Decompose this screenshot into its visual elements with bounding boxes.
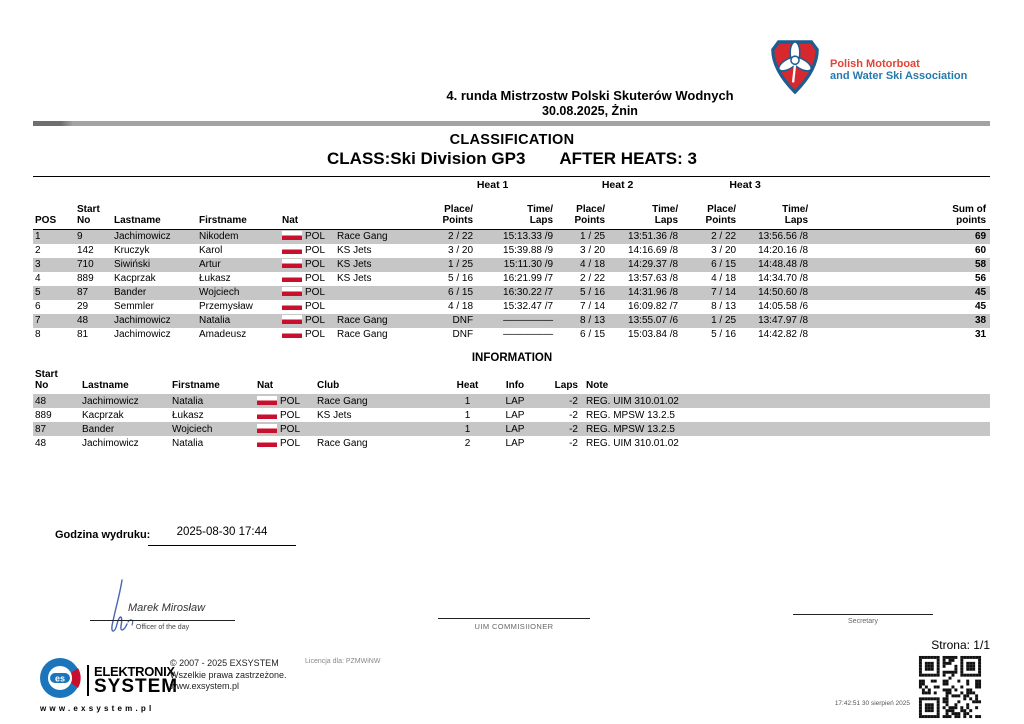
lastname-cell: Bander bbox=[114, 287, 147, 298]
information-header-row bbox=[33, 368, 990, 394]
heat3-time-header: Time/ Laps bbox=[738, 193, 810, 230]
heat1-place-cell: 3 / 20 bbox=[448, 245, 474, 256]
result-row bbox=[33, 244, 990, 258]
info-lastname-cell: Jachimowicz bbox=[82, 395, 139, 407]
heat2-time-cell: 13:57.63 /8 bbox=[628, 273, 679, 284]
sum-cell: 45 bbox=[974, 287, 987, 298]
nat-header: Nat bbox=[280, 193, 335, 230]
result-row bbox=[33, 230, 990, 244]
heat1-place-header: Place/ Points bbox=[430, 193, 475, 230]
firstname-cell: Wojciech bbox=[199, 287, 240, 298]
nat-cell: POL bbox=[280, 286, 335, 300]
heat2-place-cell: 5 / 16 bbox=[580, 287, 606, 298]
copyright-line3: www.exsystem.pl bbox=[170, 681, 240, 692]
qr-code bbox=[914, 653, 986, 724]
info-laps-cell: -2 bbox=[569, 437, 578, 449]
info-nat-cell: POL bbox=[255, 436, 315, 450]
heat2-place-header: Place/ Points bbox=[555, 193, 607, 230]
heat1-time-cell: 15:11.30 /9 bbox=[503, 259, 554, 270]
exsystem-logo-icon bbox=[38, 656, 82, 705]
heat3-place-cell: 3 / 20 bbox=[711, 245, 737, 256]
heat2-group-header: Heat 2 bbox=[555, 177, 680, 194]
info-start-no-header: Start No bbox=[35, 368, 58, 391]
pos-cell: 5 bbox=[35, 287, 41, 298]
print-time-value: 2025-08-30 17:44 bbox=[176, 526, 268, 538]
heat1-time-cell: 16:21.99 /7 bbox=[503, 273, 554, 284]
firstname-cell: Natalia bbox=[199, 315, 231, 326]
result-row bbox=[33, 314, 990, 328]
officer-role-label: Officer of the day bbox=[135, 624, 190, 631]
result-row bbox=[33, 272, 990, 286]
pos-cell: 7 bbox=[35, 315, 41, 326]
pos-cell: 2 bbox=[35, 245, 41, 256]
information-title: INFORMATION bbox=[471, 352, 553, 364]
heat3-time-cell: 13:47.97 /8 bbox=[758, 315, 809, 326]
print-timestamp: 17:42:51 30 sierpień 2025 bbox=[834, 700, 910, 707]
association-shield-icon bbox=[768, 40, 822, 99]
exsystem-word-line1: ELEKTRONIX bbox=[94, 663, 175, 679]
info-nat-cell: POL bbox=[255, 422, 315, 436]
firstname-cell: Nikodem bbox=[199, 231, 239, 243]
start-no-cell: 48 bbox=[77, 315, 89, 326]
officer-name: Marek Mirosław bbox=[128, 602, 206, 614]
heat2-time-cell: 15:03.84 /8 bbox=[628, 329, 679, 340]
info-firstname-cell: Natalia bbox=[172, 395, 204, 407]
copyright-block bbox=[170, 658, 287, 693]
info-laps-header: Laps bbox=[554, 379, 578, 391]
information-table-body bbox=[33, 394, 990, 450]
poland-flag-icon bbox=[282, 273, 302, 282]
results-table bbox=[33, 176, 990, 342]
heat2-time-cell: 14:31.96 /8 bbox=[628, 287, 679, 298]
heat2-time-header: Time/ Laps bbox=[607, 193, 680, 230]
heat1-place-cell: 1 / 25 bbox=[448, 259, 474, 270]
sum-cell: 31 bbox=[974, 329, 987, 340]
club-header bbox=[335, 193, 430, 230]
heat3-place-header: Place/ Points bbox=[680, 193, 738, 230]
heat1-place-cell: 5 / 16 bbox=[448, 273, 474, 284]
header-divider bbox=[33, 121, 990, 126]
heat3-group-header: Heat 3 bbox=[680, 177, 810, 194]
heat2-place-cell: 2 / 22 bbox=[580, 273, 606, 284]
pos-cell: 4 bbox=[35, 273, 41, 284]
poland-flag-icon bbox=[257, 438, 277, 447]
copyright-line1: © 2007 - 2025 EXSYSTEM bbox=[170, 658, 279, 668]
sum-header: Sum of points bbox=[810, 193, 990, 230]
club-cell: Race Gang bbox=[337, 315, 388, 326]
heat3-time-cell: 14:20.16 /8 bbox=[758, 245, 809, 256]
exsystem-word-line2: SYSTEM bbox=[94, 675, 179, 697]
sum-cell: 56 bbox=[974, 273, 987, 284]
heat1-time-cell: 16:30.22 /7 bbox=[503, 287, 554, 298]
classification-title: CLASSIFICATION bbox=[449, 132, 575, 148]
start-no-cell: 87 bbox=[77, 287, 89, 298]
info-note-cell: REG. UIM 310.01.02 bbox=[586, 395, 679, 407]
pos-header: POS bbox=[33, 193, 75, 230]
info-firstname-cell: Wojciech bbox=[172, 423, 213, 435]
firstname-cell: Łukasz bbox=[199, 273, 231, 284]
heat1-time-cell: 15:13.33 /9 bbox=[503, 231, 554, 243]
firstname-cell: Karol bbox=[199, 245, 223, 256]
secretary-signature-line bbox=[793, 614, 933, 615]
info-info-cell: LAP bbox=[505, 423, 525, 435]
heat3-place-cell: 5 / 16 bbox=[711, 329, 737, 340]
after-heats: AFTER HEATS: 3 bbox=[559, 149, 697, 168]
info-firstname-header: Firstname bbox=[172, 379, 220, 391]
heat1-group-header: Heat 1 bbox=[430, 177, 555, 194]
info-note-header: Note bbox=[586, 379, 609, 391]
heat3-place-cell: 7 / 14 bbox=[711, 287, 737, 298]
result-row bbox=[33, 286, 990, 300]
info-laps-cell: -2 bbox=[569, 409, 578, 421]
poland-flag-icon bbox=[282, 287, 302, 296]
poland-flag-icon bbox=[257, 410, 277, 419]
association-name-line2: and Water Ski Association bbox=[830, 69, 968, 82]
info-info-header: Info bbox=[505, 379, 525, 391]
heat2-place-cell: 8 / 13 bbox=[580, 315, 606, 326]
lastname-cell: Jachimowicz bbox=[114, 231, 171, 243]
info-lastname-header: Lastname bbox=[82, 379, 129, 391]
class-heading bbox=[0, 149, 1024, 169]
firstname-cell: Przemysław bbox=[199, 301, 253, 312]
sum-cell: 45 bbox=[974, 301, 987, 312]
exsystem-website: www.exsystem.pl bbox=[40, 704, 155, 713]
heat3-place-cell: 2 / 22 bbox=[711, 231, 737, 243]
information-row bbox=[33, 394, 990, 408]
lastname-cell: Siwiński bbox=[114, 259, 151, 270]
info-note-cell: REG. UIM 310.01.02 bbox=[586, 437, 679, 449]
info-start-no-cell: 889 bbox=[35, 409, 52, 421]
info-lastname-cell: Jachimowicz bbox=[82, 437, 139, 449]
copyright-line2: Wszelkie prawa zastrzeżone. bbox=[170, 669, 287, 680]
info-club-cell bbox=[315, 422, 445, 436]
nat-cell: POL bbox=[280, 328, 335, 342]
heat2-place-cell: 3 / 20 bbox=[580, 245, 606, 256]
club-cell bbox=[335, 286, 430, 300]
start-no-cell: 142 bbox=[77, 245, 94, 256]
pos-cell: 6 bbox=[35, 301, 41, 312]
firstname-cell: Amadeusz bbox=[199, 329, 247, 340]
secretary-label: Secretary bbox=[848, 618, 878, 625]
heat1-place-cell: 4 / 18 bbox=[448, 301, 474, 312]
event-date-location: 30.08.2025, Żnin bbox=[542, 104, 638, 118]
pos-cell: 1 bbox=[35, 231, 41, 243]
results-table-body bbox=[33, 230, 990, 342]
information-row bbox=[33, 408, 990, 422]
heat2-place-cell: 4 / 18 bbox=[580, 259, 606, 270]
exsystem-logo bbox=[38, 656, 178, 705]
poland-flag-icon bbox=[257, 424, 277, 433]
firstname-header: Firstname bbox=[197, 193, 280, 230]
heat1-time-cell: 15:39.88 /9 bbox=[503, 245, 554, 256]
info-lastname-cell: Kacprzak bbox=[82, 409, 124, 421]
start-no-cell: 29 bbox=[77, 301, 89, 312]
info-heat-header: Heat bbox=[456, 379, 479, 391]
poland-flag-icon bbox=[282, 231, 302, 240]
poland-flag-icon bbox=[257, 396, 277, 405]
club-cell: Race Gang bbox=[337, 329, 388, 340]
pos-cell: 8 bbox=[35, 329, 41, 340]
firstname-cell: Artur bbox=[199, 259, 221, 270]
info-club-cell: Race Gang bbox=[317, 437, 368, 449]
heat2-time-cell: 13:51.36 /8 bbox=[628, 231, 679, 243]
poland-flag-icon bbox=[282, 245, 302, 254]
nat-cell: POL bbox=[280, 258, 335, 272]
officer-signature-line bbox=[90, 620, 235, 621]
info-info-cell: LAP bbox=[505, 437, 525, 449]
start-no-header: Start No bbox=[75, 193, 112, 230]
heat3-time-cell: 13:56.56 /8 bbox=[758, 231, 809, 243]
lastname-cell: Semmler bbox=[114, 301, 155, 312]
page-number: Strona: 1/1 bbox=[931, 638, 990, 652]
sum-cell: 60 bbox=[974, 245, 987, 256]
info-club-cell: KS Jets bbox=[317, 409, 352, 421]
result-row bbox=[33, 300, 990, 314]
info-note-cell: REG. MPSW 13.2.5 bbox=[586, 409, 675, 421]
lastname-header: Lastname bbox=[112, 193, 197, 230]
nat-cell: POL bbox=[280, 244, 335, 258]
heat3-place-cell: 8 / 13 bbox=[711, 301, 737, 312]
sum-cell: 58 bbox=[974, 259, 987, 270]
heat3-time-cell: 14:05.58 /6 bbox=[758, 301, 809, 312]
information-row bbox=[33, 436, 990, 450]
result-row bbox=[33, 328, 990, 342]
start-no-cell: 710 bbox=[77, 259, 94, 270]
svg-text:es: es bbox=[54, 673, 66, 684]
info-nat-cell: POL bbox=[255, 394, 315, 408]
uim-commissioner-label: UIM COMMISIIONER bbox=[474, 622, 554, 631]
club-cell: KS Jets bbox=[337, 259, 372, 270]
info-firstname-cell: Łukasz bbox=[172, 409, 204, 421]
info-info-cell: LAP bbox=[505, 395, 525, 407]
association-name bbox=[830, 58, 967, 82]
info-heat-cell: 1 bbox=[464, 395, 471, 407]
heat2-time-cell: 13:55.07 /6 bbox=[628, 315, 679, 326]
info-laps-cell: -2 bbox=[569, 423, 578, 435]
info-lastname-cell: Bander bbox=[82, 423, 115, 435]
association-logo bbox=[768, 40, 967, 99]
info-club-header: Club bbox=[317, 379, 340, 391]
info-heat-cell: 2 bbox=[464, 437, 471, 449]
heat1-time-header: Time/ Laps bbox=[475, 193, 555, 230]
info-heat-cell: 1 bbox=[464, 409, 471, 421]
club-cell: KS Jets bbox=[337, 245, 372, 256]
info-note-cell: REG. MPSW 13.2.5 bbox=[586, 423, 675, 435]
info-firstname-cell: Natalia bbox=[172, 437, 204, 449]
heat2-time-cell: 14:16.69 /8 bbox=[628, 245, 679, 256]
info-nat-header: Nat bbox=[257, 379, 274, 391]
association-name-line1: Polish Motorboat bbox=[830, 57, 920, 70]
license-label: Licencja dla: PZMWiNW bbox=[305, 658, 381, 665]
club-cell: KS Jets bbox=[337, 273, 372, 284]
poland-flag-icon bbox=[282, 315, 302, 324]
nat-cell: POL bbox=[280, 314, 335, 328]
heat2-place-cell: 7 / 14 bbox=[580, 301, 606, 312]
heat3-time-cell: 14:50.60 /8 bbox=[758, 287, 809, 298]
heat3-time-cell: 14:34.70 /8 bbox=[758, 273, 809, 284]
heat1-place-cell: DNF bbox=[452, 315, 474, 326]
heat2-place-cell: 6 / 15 bbox=[580, 329, 606, 340]
info-nat-cell: POL bbox=[255, 408, 315, 422]
information-table bbox=[33, 368, 990, 450]
start-no-cell: 9 bbox=[77, 231, 83, 243]
results-column-header-row bbox=[33, 193, 990, 230]
info-start-no-cell: 48 bbox=[35, 437, 47, 449]
poland-flag-icon bbox=[282, 301, 302, 310]
heat1-place-cell: 6 / 15 bbox=[448, 287, 474, 298]
exsystem-wordmark bbox=[87, 665, 178, 696]
heat3-place-cell: 6 / 15 bbox=[711, 259, 737, 270]
poland-flag-icon bbox=[282, 259, 302, 268]
heat-group-header-row bbox=[33, 177, 990, 194]
start-no-cell: 81 bbox=[77, 329, 89, 340]
heat1-place-cell: 2 / 22 bbox=[448, 231, 474, 243]
info-heat-cell: 1 bbox=[464, 423, 471, 435]
heat1-place-cell: DNF bbox=[452, 329, 474, 340]
heat1-time-cell: ————— bbox=[503, 329, 554, 340]
heat3-place-cell: 4 / 18 bbox=[711, 273, 737, 284]
heat2-time-cell: 14:29.37 /8 bbox=[628, 259, 679, 270]
print-time-underline bbox=[148, 545, 296, 546]
heat3-time-cell: 14:48.48 /8 bbox=[758, 259, 809, 270]
info-start-no-cell: 87 bbox=[35, 423, 47, 435]
nat-cell: POL bbox=[280, 300, 335, 314]
print-time-label: Godzina wydruku: bbox=[55, 529, 151, 541]
nat-cell: POL bbox=[280, 272, 335, 286]
event-title: 4. runda Mistrzostw Polski Skuterów Wodnych bbox=[446, 88, 734, 103]
nat-cell: POL bbox=[280, 230, 335, 244]
sum-cell: 38 bbox=[974, 315, 987, 326]
heat3-place-cell: 1 / 25 bbox=[711, 315, 737, 326]
club-cell bbox=[335, 300, 430, 314]
lastname-cell: Jachimowicz bbox=[114, 315, 171, 326]
heat2-place-cell: 1 / 25 bbox=[580, 231, 606, 243]
club-cell: Race Gang bbox=[337, 231, 388, 243]
heat1-time-cell: ————— bbox=[503, 315, 554, 326]
info-start-no-cell: 48 bbox=[35, 395, 47, 407]
result-row bbox=[33, 258, 990, 272]
heat3-time-cell: 14:42.82 /8 bbox=[758, 329, 809, 340]
lastname-cell: Kacprzak bbox=[114, 273, 156, 284]
lastname-cell: Kruczyk bbox=[114, 245, 150, 256]
info-club-cell: Race Gang bbox=[317, 395, 368, 407]
class-name: CLASS:Ski Division GP3 bbox=[327, 149, 526, 168]
sum-cell: 69 bbox=[974, 231, 987, 243]
info-info-cell: LAP bbox=[505, 409, 525, 421]
poland-flag-icon bbox=[282, 329, 302, 338]
heat1-time-cell: 15:32.47 /7 bbox=[503, 301, 554, 312]
pos-cell: 3 bbox=[35, 259, 41, 270]
info-laps-cell: -2 bbox=[569, 395, 578, 407]
information-row bbox=[33, 422, 990, 436]
uim-signature-line bbox=[438, 618, 590, 619]
heat2-time-cell: 16:09.82 /7 bbox=[628, 301, 679, 312]
start-no-cell: 889 bbox=[77, 273, 94, 284]
lastname-cell: Jachimowicz bbox=[114, 329, 171, 340]
